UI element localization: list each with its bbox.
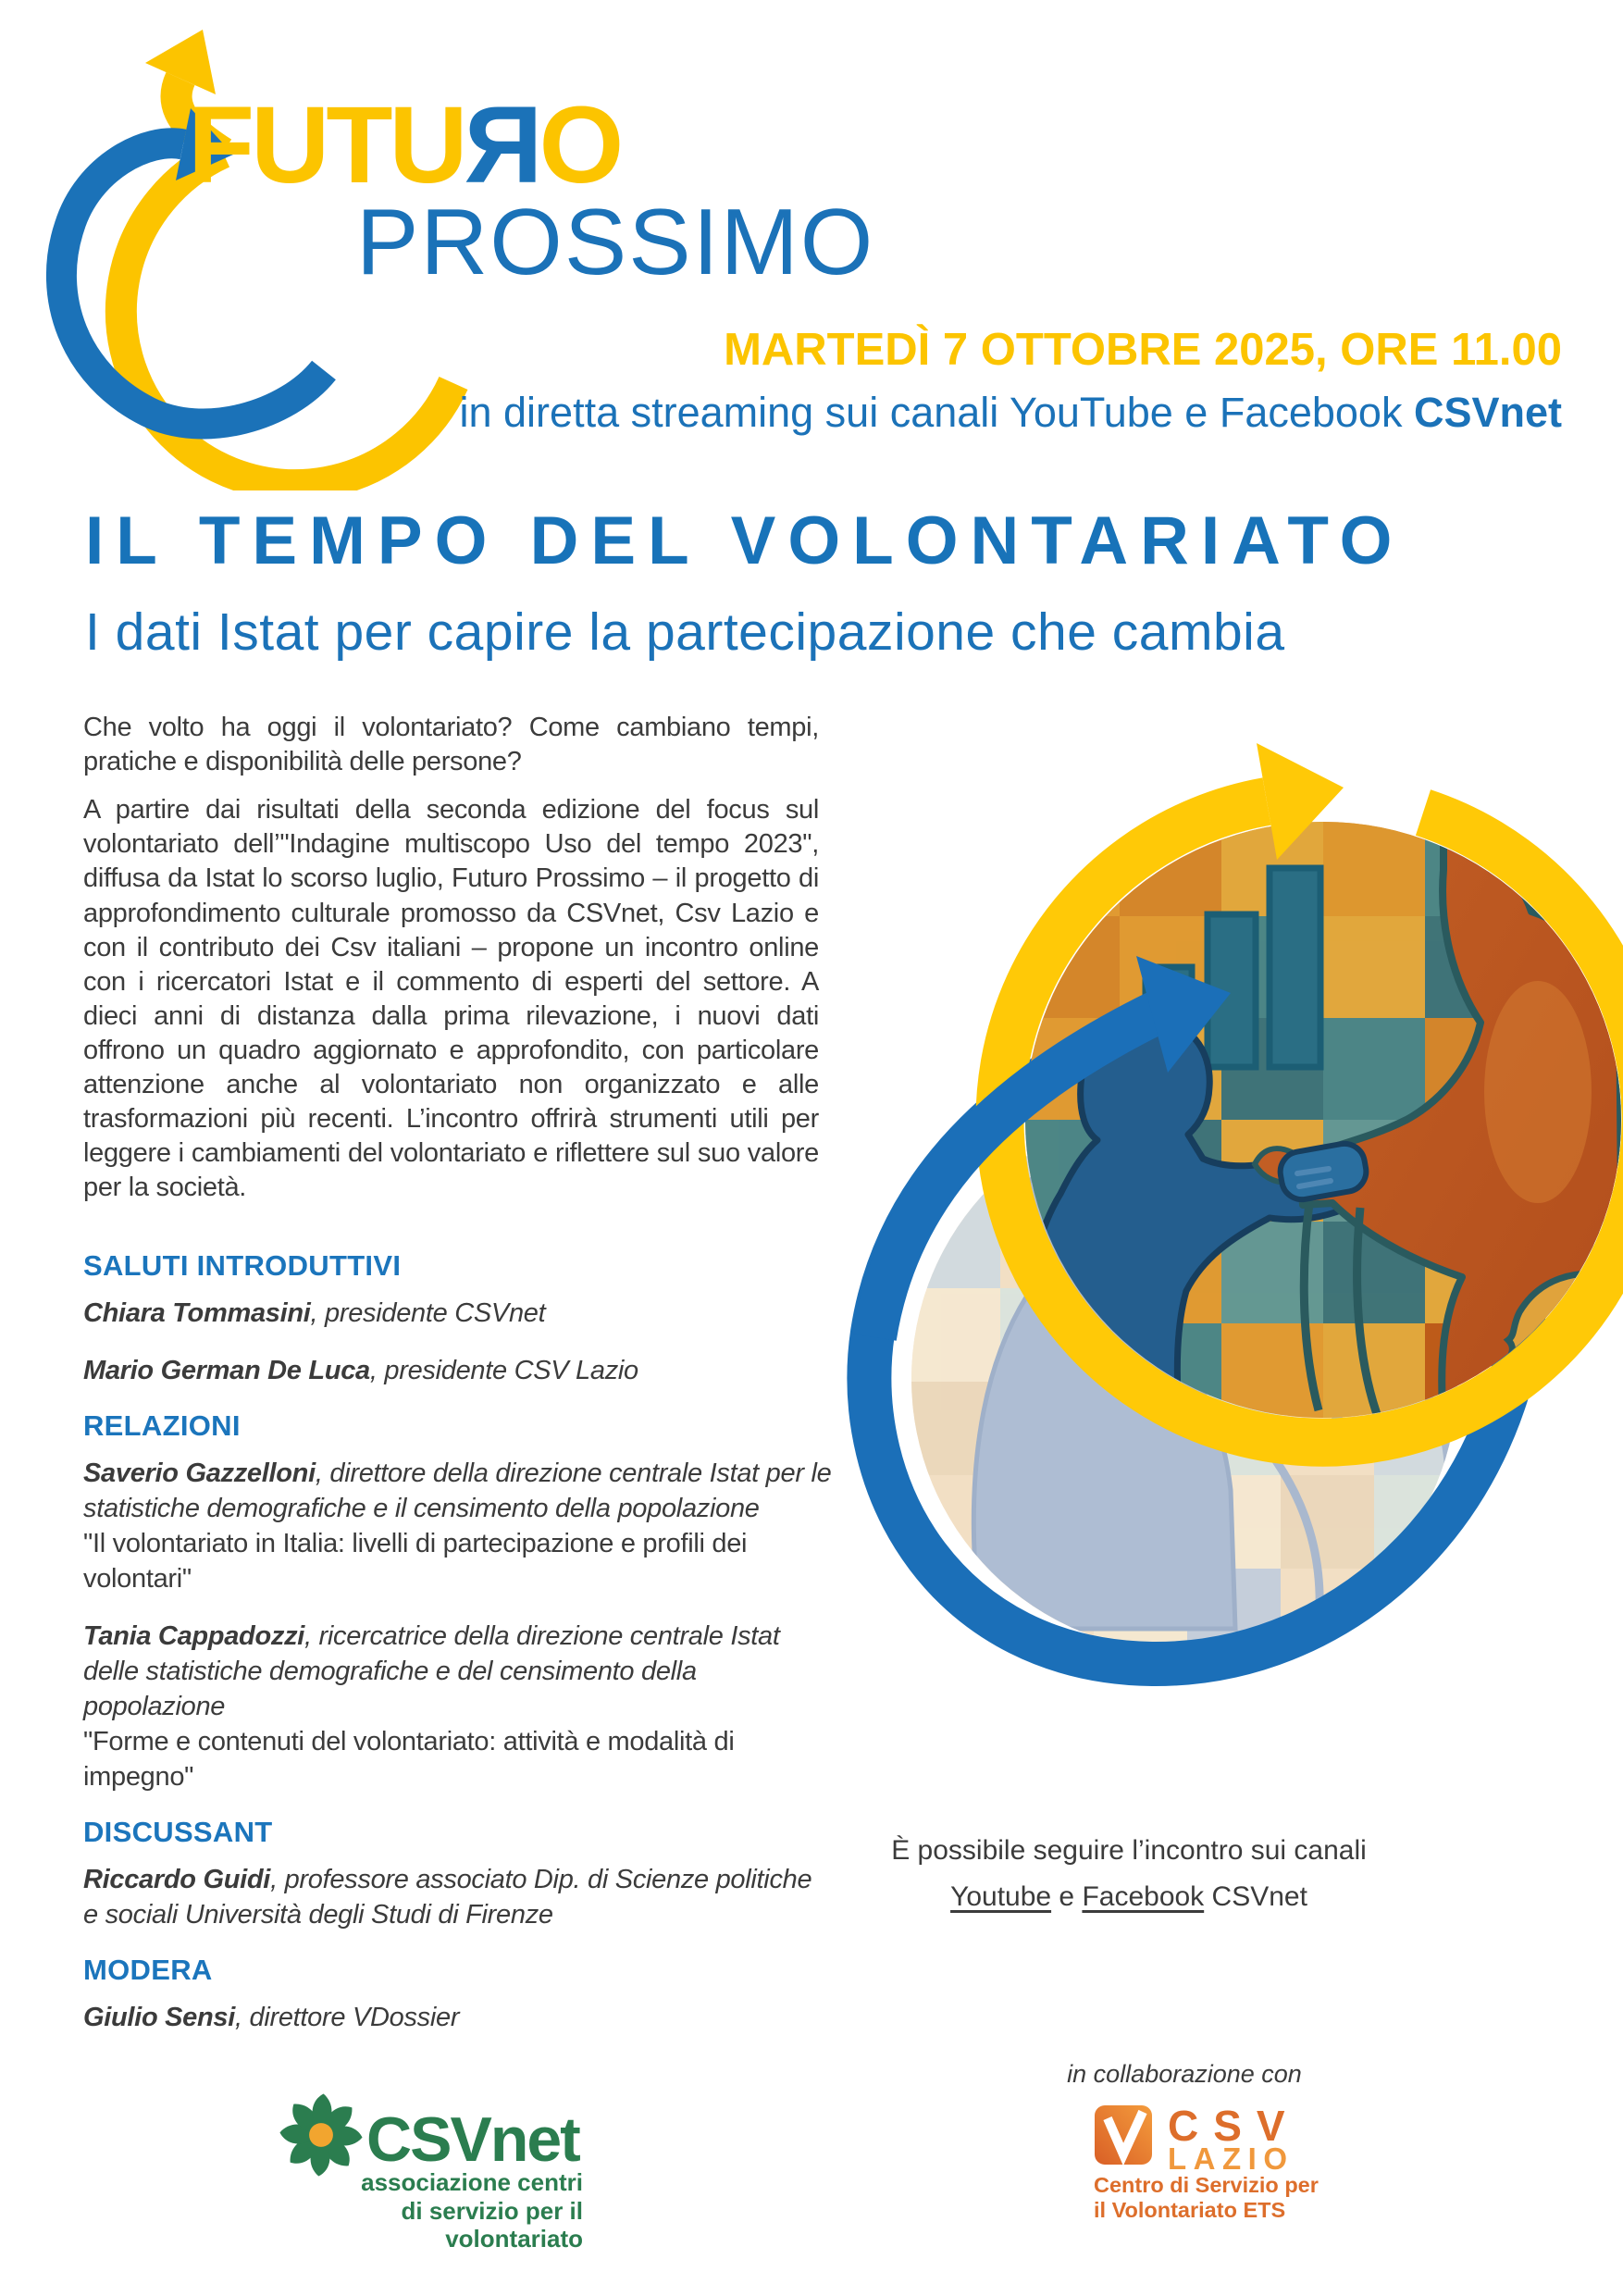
speaker-entry bbox=[83, 1863, 833, 1933]
streaming-text: in diretta streaming sui canali YouTube e Facebook bbox=[459, 389, 1414, 436]
follow-separator: e bbox=[1051, 1880, 1083, 1912]
csvlazio-description bbox=[1094, 2173, 1319, 2223]
csvnet-tagline-2: di servizio per il volontariato bbox=[401, 2196, 583, 2253]
section-heading: RELAZIONI bbox=[83, 1409, 241, 1442]
speaker-entry bbox=[83, 1620, 833, 1795]
intro-text bbox=[83, 711, 819, 1220]
speaker-role: , professore associato Dip. di Scienze politiche e sociali Università degli Studi di Firenze bbox=[83, 1864, 812, 1930]
volunteering-illustration bbox=[814, 685, 1623, 1749]
intro-paragraph-2: A partire dai risultati della seconda edizione del focus sul volontariato dell’"Indagine multiscopo Uso del tempo 2023", diffusa da Istat lo scorso luglio, Futuro Prossimo – il progetto di approfondimento culturale promosso da CSVnet, Csv Lazio e con il contributo dei Csv italiani – propone un incontro online con i ricercatori Istat e il commento di esperti del settore. A dieci anni di distanza dalla prima rilevazione, i nuovi dati offrono un quadro aggiornato e approfondito, con particolare attenzione anche al volontariato non organizzato e alle trasformazioni più recenti. L’incontro offrirà strumenti utili per leggere i cambiamenti del volontariato e riflettere sul suo valore per la società. bbox=[83, 795, 819, 1203]
logo-letter: O bbox=[539, 84, 621, 206]
follow-channels-note bbox=[851, 1828, 1406, 1919]
follow-line-1: È possibile seguire l’incontro sui canali bbox=[891, 1835, 1367, 1866]
csvnet-wordmark: CSVnet bbox=[366, 2104, 579, 2175]
logo-letter: T bbox=[326, 84, 390, 206]
csvlazio-check-icon bbox=[1094, 2104, 1153, 2166]
youtube-link[interactable]: Youtube bbox=[950, 1880, 1052, 1912]
follow-line-2 bbox=[851, 1874, 1406, 1920]
section-heading: MODERA bbox=[83, 1953, 213, 1986]
talk-title: "Forme e contenuti del volontariato: attività e modalità di impegno" bbox=[83, 1726, 735, 1792]
csvlazio-region: LAZIO bbox=[1168, 2141, 1295, 2176]
csvlazio-desc-1: Centro di Servizio per bbox=[1094, 2173, 1319, 2197]
speaker-role: , direttore della direzione centrale Istat per le statistiche demografiche e il censimento della popolazione bbox=[83, 1458, 832, 1523]
talk-title: "Il volontariato in Italia: livelli di partecipazione e profili dei volontari" bbox=[83, 1528, 748, 1594]
collaboration-label: in collaborazione con bbox=[1067, 2060, 1302, 2088]
speaker-role: , presidente CSV Lazio bbox=[369, 1355, 638, 1385]
speaker-entry bbox=[83, 1354, 833, 1389]
page-subtitle: I dati Istat per capire la partecipazione che cambia bbox=[85, 602, 1285, 662]
logo-word-prossimo: PROSSIMO bbox=[356, 191, 875, 294]
speaker-entry bbox=[83, 1457, 833, 1597]
event-date: MARTEDÌ 7 OTTOBRE 2025, ORE 11.00 bbox=[724, 325, 1562, 375]
speaker-role: , direttore VDossier bbox=[235, 2002, 460, 2032]
speaker-name: Riccardo Guidi bbox=[83, 1864, 271, 1894]
intro-paragraph-1: Che volto ha oggi il volontariato? Come cambiano tempi, pratiche e disponibilità delle persone? bbox=[83, 713, 819, 777]
section-heading: SALUTI INTRODUTTIVI bbox=[83, 1249, 402, 1282]
logo-letter: U bbox=[251, 84, 327, 206]
csvlazio-desc-2: il Volontariato ETS bbox=[1094, 2198, 1286, 2223]
csvnet-swirl-icon bbox=[276, 2090, 366, 2180]
page-title: IL TEMPO DEL VOLONTARIATO bbox=[85, 503, 1405, 578]
speaker-entry bbox=[83, 2001, 833, 2036]
speaker-name: Saverio Gazzelloni bbox=[83, 1458, 316, 1488]
speaker-entry bbox=[83, 1297, 833, 1332]
csvnet-tagline bbox=[278, 2168, 583, 2253]
logo-letter: F bbox=[188, 84, 252, 206]
speaker-name: Mario German De Luca bbox=[83, 1355, 370, 1385]
speaker-name: Tania Cappadozzi bbox=[83, 1620, 305, 1651]
logo-letter: U bbox=[389, 84, 465, 206]
streaming-brand: CSVnet bbox=[1413, 389, 1562, 436]
facebook-link[interactable]: Facebook bbox=[1082, 1880, 1205, 1912]
section-heading: DISCUSSANT bbox=[83, 1815, 273, 1848]
csvnet-tagline-1: associazione centri bbox=[361, 2168, 583, 2196]
follow-suffix: CSVnet bbox=[1204, 1880, 1307, 1912]
speaker-role: , presidente CSVnet bbox=[310, 1298, 546, 1328]
csvlazio-acronym: CSV bbox=[1168, 2102, 1300, 2150]
logo-word-futuro bbox=[188, 84, 621, 206]
program-sections bbox=[83, 1251, 833, 2058]
streaming-info bbox=[460, 389, 1563, 437]
speaker-name: Giulio Sensi bbox=[83, 2002, 235, 2032]
speaker-role: , ricercatrice della direzione centrale Istat delle statistiche demografiche e del censimento della popolazione bbox=[83, 1620, 780, 1721]
speaker-name: Chiara Tommasini bbox=[83, 1298, 311, 1328]
logo-letter: Я bbox=[464, 84, 539, 206]
